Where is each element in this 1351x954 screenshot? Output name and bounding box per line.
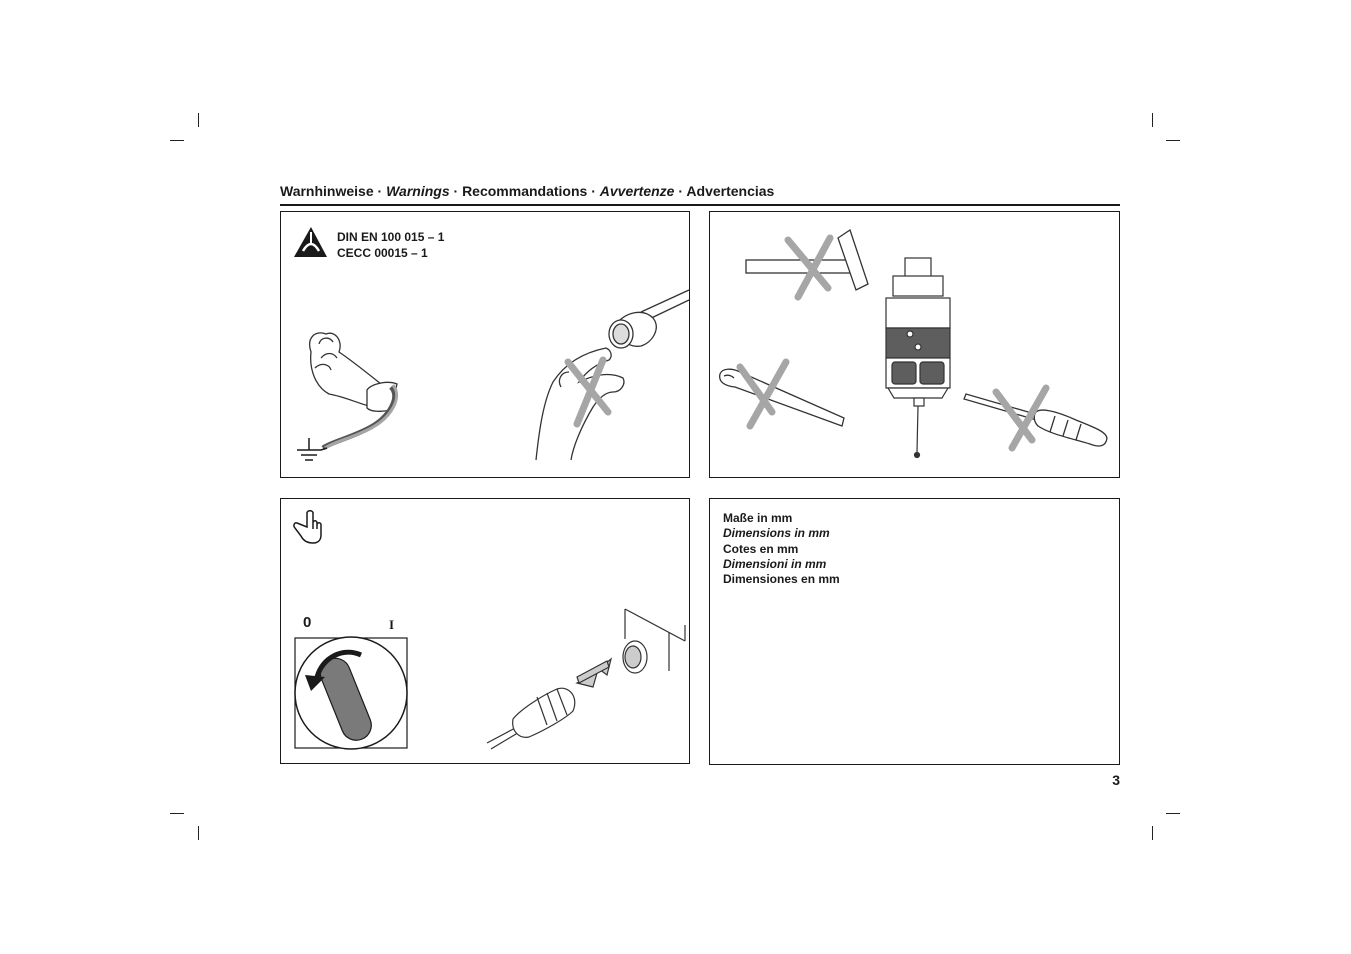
crop-mark bbox=[198, 826, 199, 840]
dimensions-fr: Cotes en mm bbox=[723, 541, 799, 556]
crop-mark bbox=[1166, 140, 1180, 141]
switch-on-label: I bbox=[389, 617, 395, 632]
rotary-switch-icon bbox=[295, 637, 407, 749]
dimensions-label-list bbox=[723, 511, 840, 587]
connector-unplug-icon bbox=[487, 609, 685, 749]
dimensions-it: Dimensioni in mm bbox=[723, 556, 827, 571]
crop-mark bbox=[1152, 113, 1153, 127]
esd-warning-panel bbox=[280, 211, 690, 478]
ground-symbol-icon bbox=[297, 438, 327, 460]
crop-mark bbox=[198, 113, 199, 127]
dimensions-panel bbox=[709, 498, 1120, 765]
wrist-strap-hand bbox=[310, 333, 397, 448]
switch-off-label: 0 bbox=[303, 614, 312, 631]
tools-illustration bbox=[710, 212, 1121, 479]
pointing-hand-icon bbox=[294, 511, 321, 543]
header-rule bbox=[280, 204, 1120, 206]
esd-warning-icon bbox=[294, 227, 327, 257]
handling-warning-panel bbox=[709, 211, 1120, 478]
connector-touch-hand bbox=[536, 290, 689, 460]
crop-mark bbox=[1166, 813, 1180, 814]
esd-standards bbox=[337, 229, 444, 261]
wrench-icon bbox=[720, 369, 844, 426]
dimensions-en: Dimensions in mm bbox=[723, 526, 830, 541]
power-off-warning-panel bbox=[280, 498, 690, 764]
dimensions-es: Dimensiones en mm bbox=[723, 572, 840, 587]
crop-mark bbox=[1152, 826, 1153, 840]
page-title: Warnhinweise · Warnings · Recommandations · Avvertenze · Advertencias bbox=[280, 183, 775, 199]
page-number: 3 bbox=[1112, 772, 1120, 788]
touch-probe-icon bbox=[886, 258, 950, 458]
standard-cecc: CECC 00015 – 1 bbox=[337, 246, 428, 260]
standard-din: DIN EN 100 015 – 1 bbox=[337, 230, 445, 244]
crop-mark bbox=[170, 813, 184, 814]
crop-mark bbox=[170, 140, 184, 141]
dimensions-de: Maße in mm bbox=[723, 511, 793, 525]
power-illustration bbox=[281, 499, 691, 765]
